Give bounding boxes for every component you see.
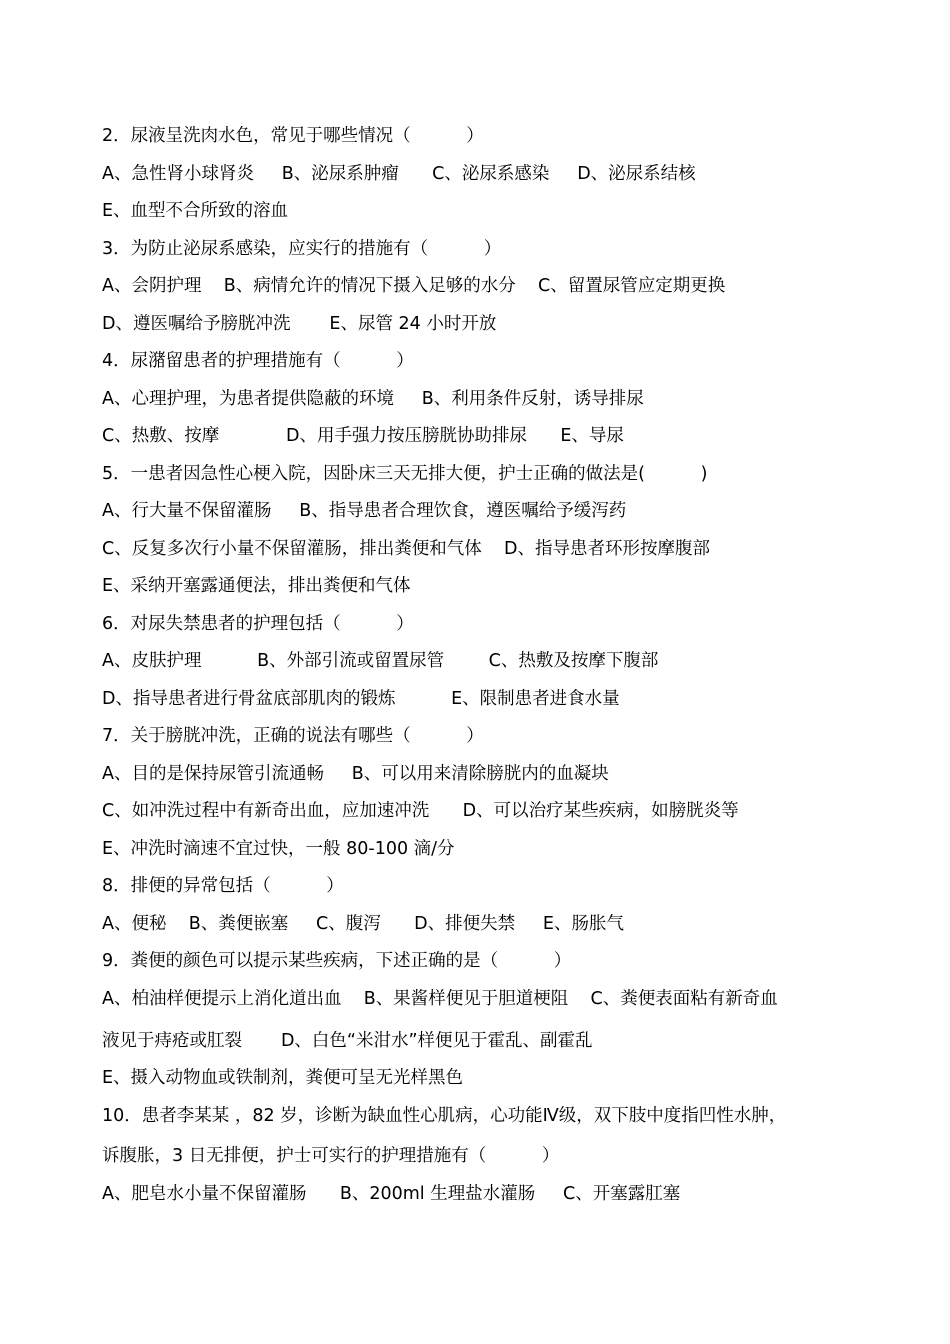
question-9-options: A、柏油样便提示上消化道出血 B、果酱样便见于胆道梗阻 C、粪便表面粘有新奇血 xyxy=(102,989,778,1009)
question-5-option-e: E、采纳开塞露通便法，排出粪便和气体 xyxy=(102,576,411,596)
question-3-options-2: D、遵医嘱给予膀胱冲洗 E、尿管 24 小时开放 xyxy=(102,314,497,334)
question-9-option-e: E、摄入动物血或铁制剂，粪便可呈无光样黑色 xyxy=(102,1068,464,1088)
question-8-options: A、便秘 B、粪便嵌塞 C、腹泻 D、排便失禁 E、肠胀气 xyxy=(102,914,624,934)
question-6-options: A、皮肤护理 B、外部引流或留置尿管 C、热敷及按摩下腹部 xyxy=(102,651,659,671)
question-7-options-2: C、如冲洗过程中有新奇出血，应加速冲洗 D、可以治疗某些疾病，如膀胱炎等 xyxy=(102,801,739,821)
question-2-options: A、急性肾小球肾炎 B、泌尿系肿瘤 C、泌尿系感染 D、泌尿系结核 xyxy=(102,164,696,184)
question-10-options: A、肥皂水小量不保留灌肠 B、200ml 生理盐水灌肠 C、开塞露肛塞 xyxy=(102,1184,681,1204)
question-2-option-e: E、血型不合所致的溶血 xyxy=(102,201,289,221)
question-7: 7．关于膀胱冲洗，正确的说法有哪些（ ） xyxy=(102,726,484,746)
question-6-options-2: D、指导患者进行骨盆底部肌肉的锻炼 E、限制患者进食水量 xyxy=(102,689,620,709)
question-9-options-2: 液见于痔疮或肛裂 D、白色“米泔水”样便见于霍乱、副霍乱 xyxy=(102,1031,593,1051)
question-3-options: A、会阴护理 B、病情允许的情况下摄入足够的水分 C、留置尿管应定期更换 xyxy=(102,276,726,296)
question-5-options-2: C、反复多次行小量不保留灌肠，排出粪便和气体 D、指导患者环形按摩腹部 xyxy=(102,539,710,559)
question-10-continued: 诉腹胀，3 日无排便，护士可实行的护理措施有（ ） xyxy=(102,1146,560,1166)
question-9: 9．粪便的颜色可以提示某些疾病，下述正确的是（ ） xyxy=(102,951,572,971)
question-7-options: A、目的是保持尿管引流通畅 B、可以用来清除膀胱内的血凝块 xyxy=(102,764,609,784)
question-3: 3．为防止泌尿系感染，应实行的措施有（ ） xyxy=(102,239,502,259)
question-7-option-e: E、冲洗时滴速不宜过快，一般 80-100 滴/分 xyxy=(102,839,455,859)
question-4-options-2: C、热敷、按摩 D、用手强力按压膀胱协助排尿 E、导尿 xyxy=(102,426,624,446)
question-4: 4．尿潴留患者的护理措施有（ ） xyxy=(102,351,414,371)
question-6: 6．对尿失禁患者的护理包括（ ） xyxy=(102,614,414,634)
question-2: 2．尿液呈洗肉水色，常见于哪些情况（ ） xyxy=(102,126,484,146)
question-4-options: A、心理护理，为患者提供隐蔽的环境 B、利用条件反射，诱导排尿 xyxy=(102,389,644,409)
question-5: 5．一患者因急性心梗入院，因卧床三天无排大便，护士正确的做法是( ) xyxy=(102,464,708,484)
question-8: 8．排便的异常包括（ ） xyxy=(102,876,344,896)
question-5-options: A、行大量不保留灌肠 B、指导患者合理饮食，遵医嘱给予缓泻药 xyxy=(102,501,627,521)
question-10: 10．患者李某某 ，82 岁，诊断为缺血性心肌病，心功能Ⅳ级，双下肢中度指凹性水肿， xyxy=(102,1106,787,1126)
